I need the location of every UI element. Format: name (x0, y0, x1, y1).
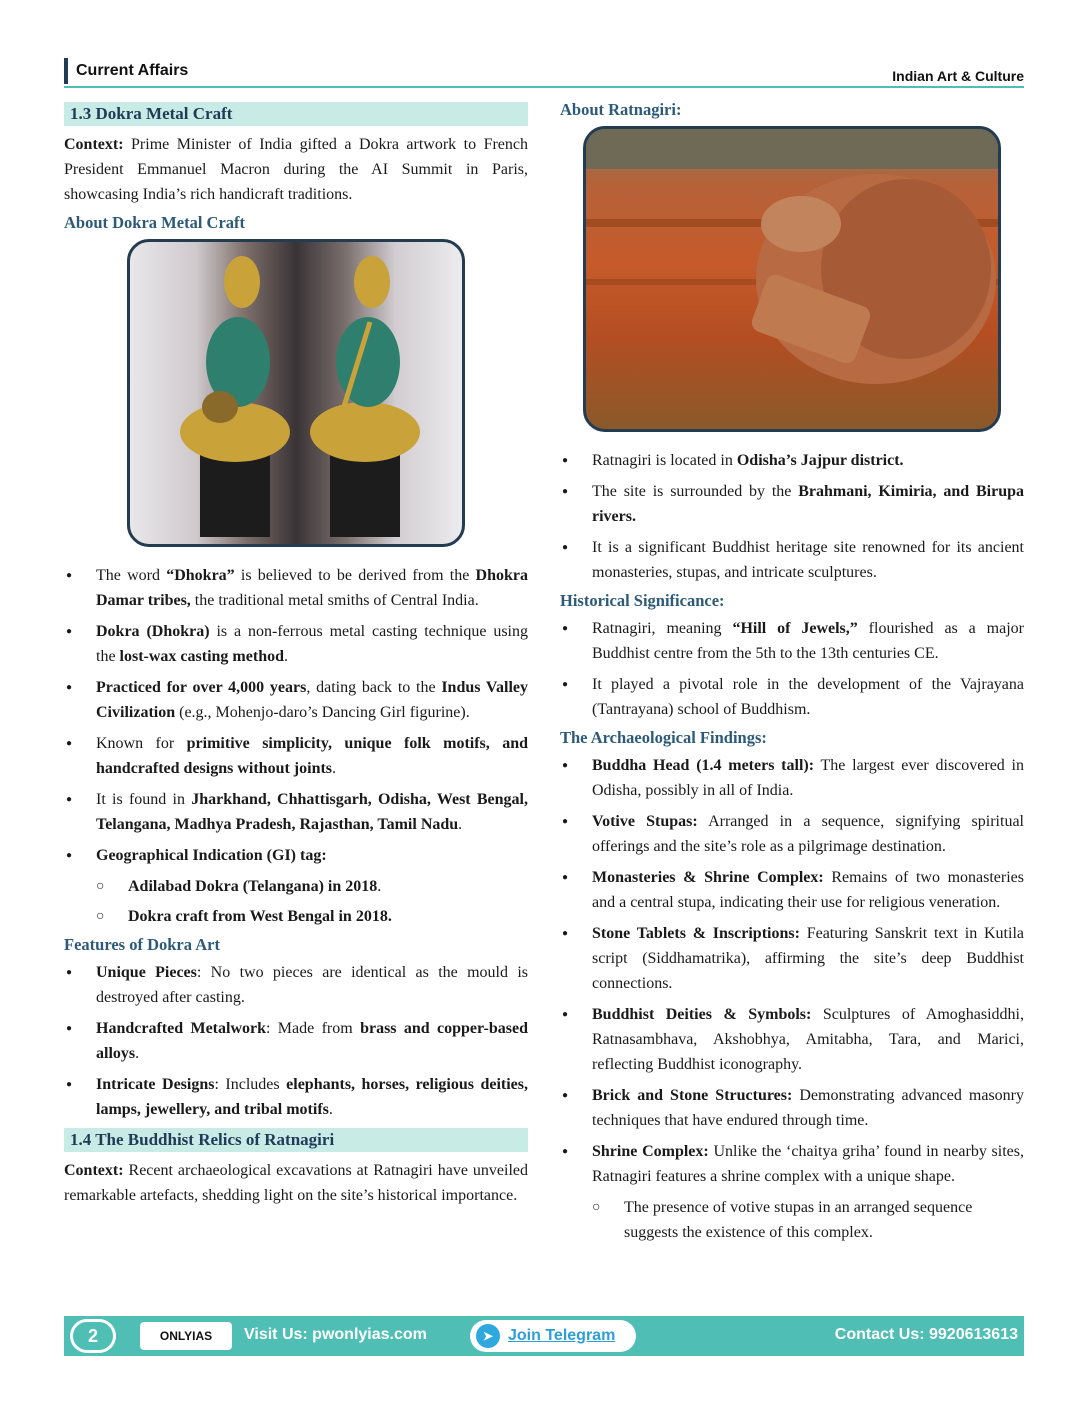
list-item: ● Votive Stupas: Arranged in a sequence, signifying spiritual offerings and the site’s role as a pilgrimage destination. (560, 809, 1024, 859)
about-ratnagiri-heading: About Ratnagiri: (560, 100, 682, 119)
buddha-head-image (583, 126, 1001, 432)
header-section-label: Current Affairs (64, 58, 188, 84)
join-telegram-label: Join Telegram (508, 1327, 616, 1344)
list-item: ● It played a pivotal role in the development of the Vajrayana (Tantrayana) school of Buddhism. (560, 672, 1024, 722)
list-item: ● Dokra (Dhokra) is a non-ferrous metal casting technique using the lost-wax casting method. (64, 619, 528, 669)
about-dokra-heading: About Dokra Metal Craft (64, 213, 246, 232)
list-item: ● Geographical Indication (GI) tag: (64, 843, 528, 868)
dokra-figurines-image (127, 239, 465, 547)
list-item: ● It is a significant Buddhist heritage site renowned for its ancient monasteries, stupas, and intricate sculptures. (560, 535, 1024, 585)
list-item: ○ Dokra craft from West Bengal in 2018. (64, 904, 528, 929)
header-divider (64, 86, 1024, 88)
list-item: ● The word “Dhokra” is believed to be derived from the Dhokra Damar tribes, the traditional metal smiths of Central India. (64, 563, 528, 613)
list-item: ● It is found in Jharkhand, Chhattisgarh, Odisha, West Bengal, Telangana, Madhya Pradesh, Rajasthan, Tamil Nadu. (64, 787, 528, 837)
gi-tag-list (64, 874, 528, 929)
telegram-icon: ➤ (476, 1324, 500, 1348)
left-column (64, 100, 528, 1213)
list-item: ○ Adilabad Dokra (Telangana) in 2018. (64, 874, 528, 899)
list-item: ● Intricate Designs: Includes elephants, horses, religious deities, lamps, jewellery, and tribal motifs. (64, 1072, 528, 1122)
ratnagiri-facts-list (560, 448, 1024, 585)
list-item: ● Ratnagiri, meaning “Hill of Jewels,” flourished as a major Buddhist centre from the 5th to the 13th centuries CE. (560, 616, 1024, 666)
list-item: ● Ratnagiri is located in Odisha’s Jajpur district. (560, 448, 1024, 473)
list-item: ● Shrine Complex: Unlike the ‘chaitya griha’ found in nearby sites, Ratnagiri features a shrine complex with a unique shape. (560, 1139, 1024, 1189)
shrine-sub-list (560, 1195, 1024, 1245)
section-title-ratnagiri: 1.4 The Buddhist Relics of Ratnagiri (64, 1128, 528, 1152)
dokra-context: Context: Prime Minister of India gifted a Dokra artwork to French President Emmanuel Macron during the AI Summit in Paris, showcasing India’s rich handicraft traditions. (64, 136, 528, 203)
join-telegram-button[interactable] (470, 1320, 636, 1352)
visit-website-link[interactable]: Visit Us: pwonlyias.com (244, 1326, 427, 1343)
right-column (560, 100, 1024, 1250)
list-item: ● Buddhist Deities & Symbols: Sculptures of Amoghasiddhi, Ratnasambhava, Akshobhya, Amitabha, Tara, and Marici, reflecting Buddhist iconography. (560, 1002, 1024, 1077)
archaeological-heading: The Archaeological Findings: (560, 728, 767, 747)
list-item: ● Unique Pieces: No two pieces are identical as the mould is destroyed after casting. (64, 960, 528, 1010)
ratnagiri-context: Context: Recent archaeological excavations at Ratnagiri have unveiled remarkable artefacts, shedding light on the site’s historical importance. (64, 1162, 528, 1204)
historical-heading: Historical Significance: (560, 591, 725, 610)
archaeological-list (560, 753, 1024, 1189)
list-item: ● Stone Tablets & Inscriptions: Featuring Sanskrit text in Kutila script (Siddhamatrika), affirming the site’s deep Buddhist connections. (560, 921, 1024, 996)
list-item: ● Brick and Stone Structures: Demonstrating advanced masonry techniques that have endured through time. (560, 1083, 1024, 1133)
onlyias-logo: ONLYIAS (140, 1322, 232, 1350)
historical-list (560, 616, 1024, 722)
list-item: ● Known for primitive simplicity, unique folk motifs, and handcrafted designs without joints. (64, 731, 528, 781)
page-number: 2 (70, 1319, 116, 1353)
list-item: ● Practiced for over 4,000 years, dating back to the Indus Valley Civilization (e.g., Mohenjo-daro’s Dancing Girl figurine). (64, 675, 528, 725)
list-item: ● Buddha Head (1.4 meters tall): The largest ever discovered in Odisha, possibly in all of India. (560, 753, 1024, 803)
footer-bar (64, 1316, 1024, 1356)
header-subject-label: Indian Art & Culture (892, 68, 1024, 84)
section-title-dokra: 1.3 Dokra Metal Craft (64, 102, 528, 126)
dokra-facts-list (64, 563, 528, 868)
features-heading: Features of Dokra Art (64, 935, 220, 954)
list-item: ○ The presence of votive stupas in an arranged sequence suggests the existence of this complex. (560, 1195, 1024, 1245)
list-item: ● Handcrafted Metalwork: Made from brass and copper-based alloys. (64, 1016, 528, 1066)
features-list (64, 960, 528, 1122)
list-item: ● The site is surrounded by the Brahmani, Kimiria, and Birupa rivers. (560, 479, 1024, 529)
list-item: ● Monasteries & Shrine Complex: Remains of two monasteries and a central stupa, indicating their use for religious veneration. (560, 865, 1024, 915)
contact-number: Contact Us: 9920613613 (834, 1326, 1018, 1343)
